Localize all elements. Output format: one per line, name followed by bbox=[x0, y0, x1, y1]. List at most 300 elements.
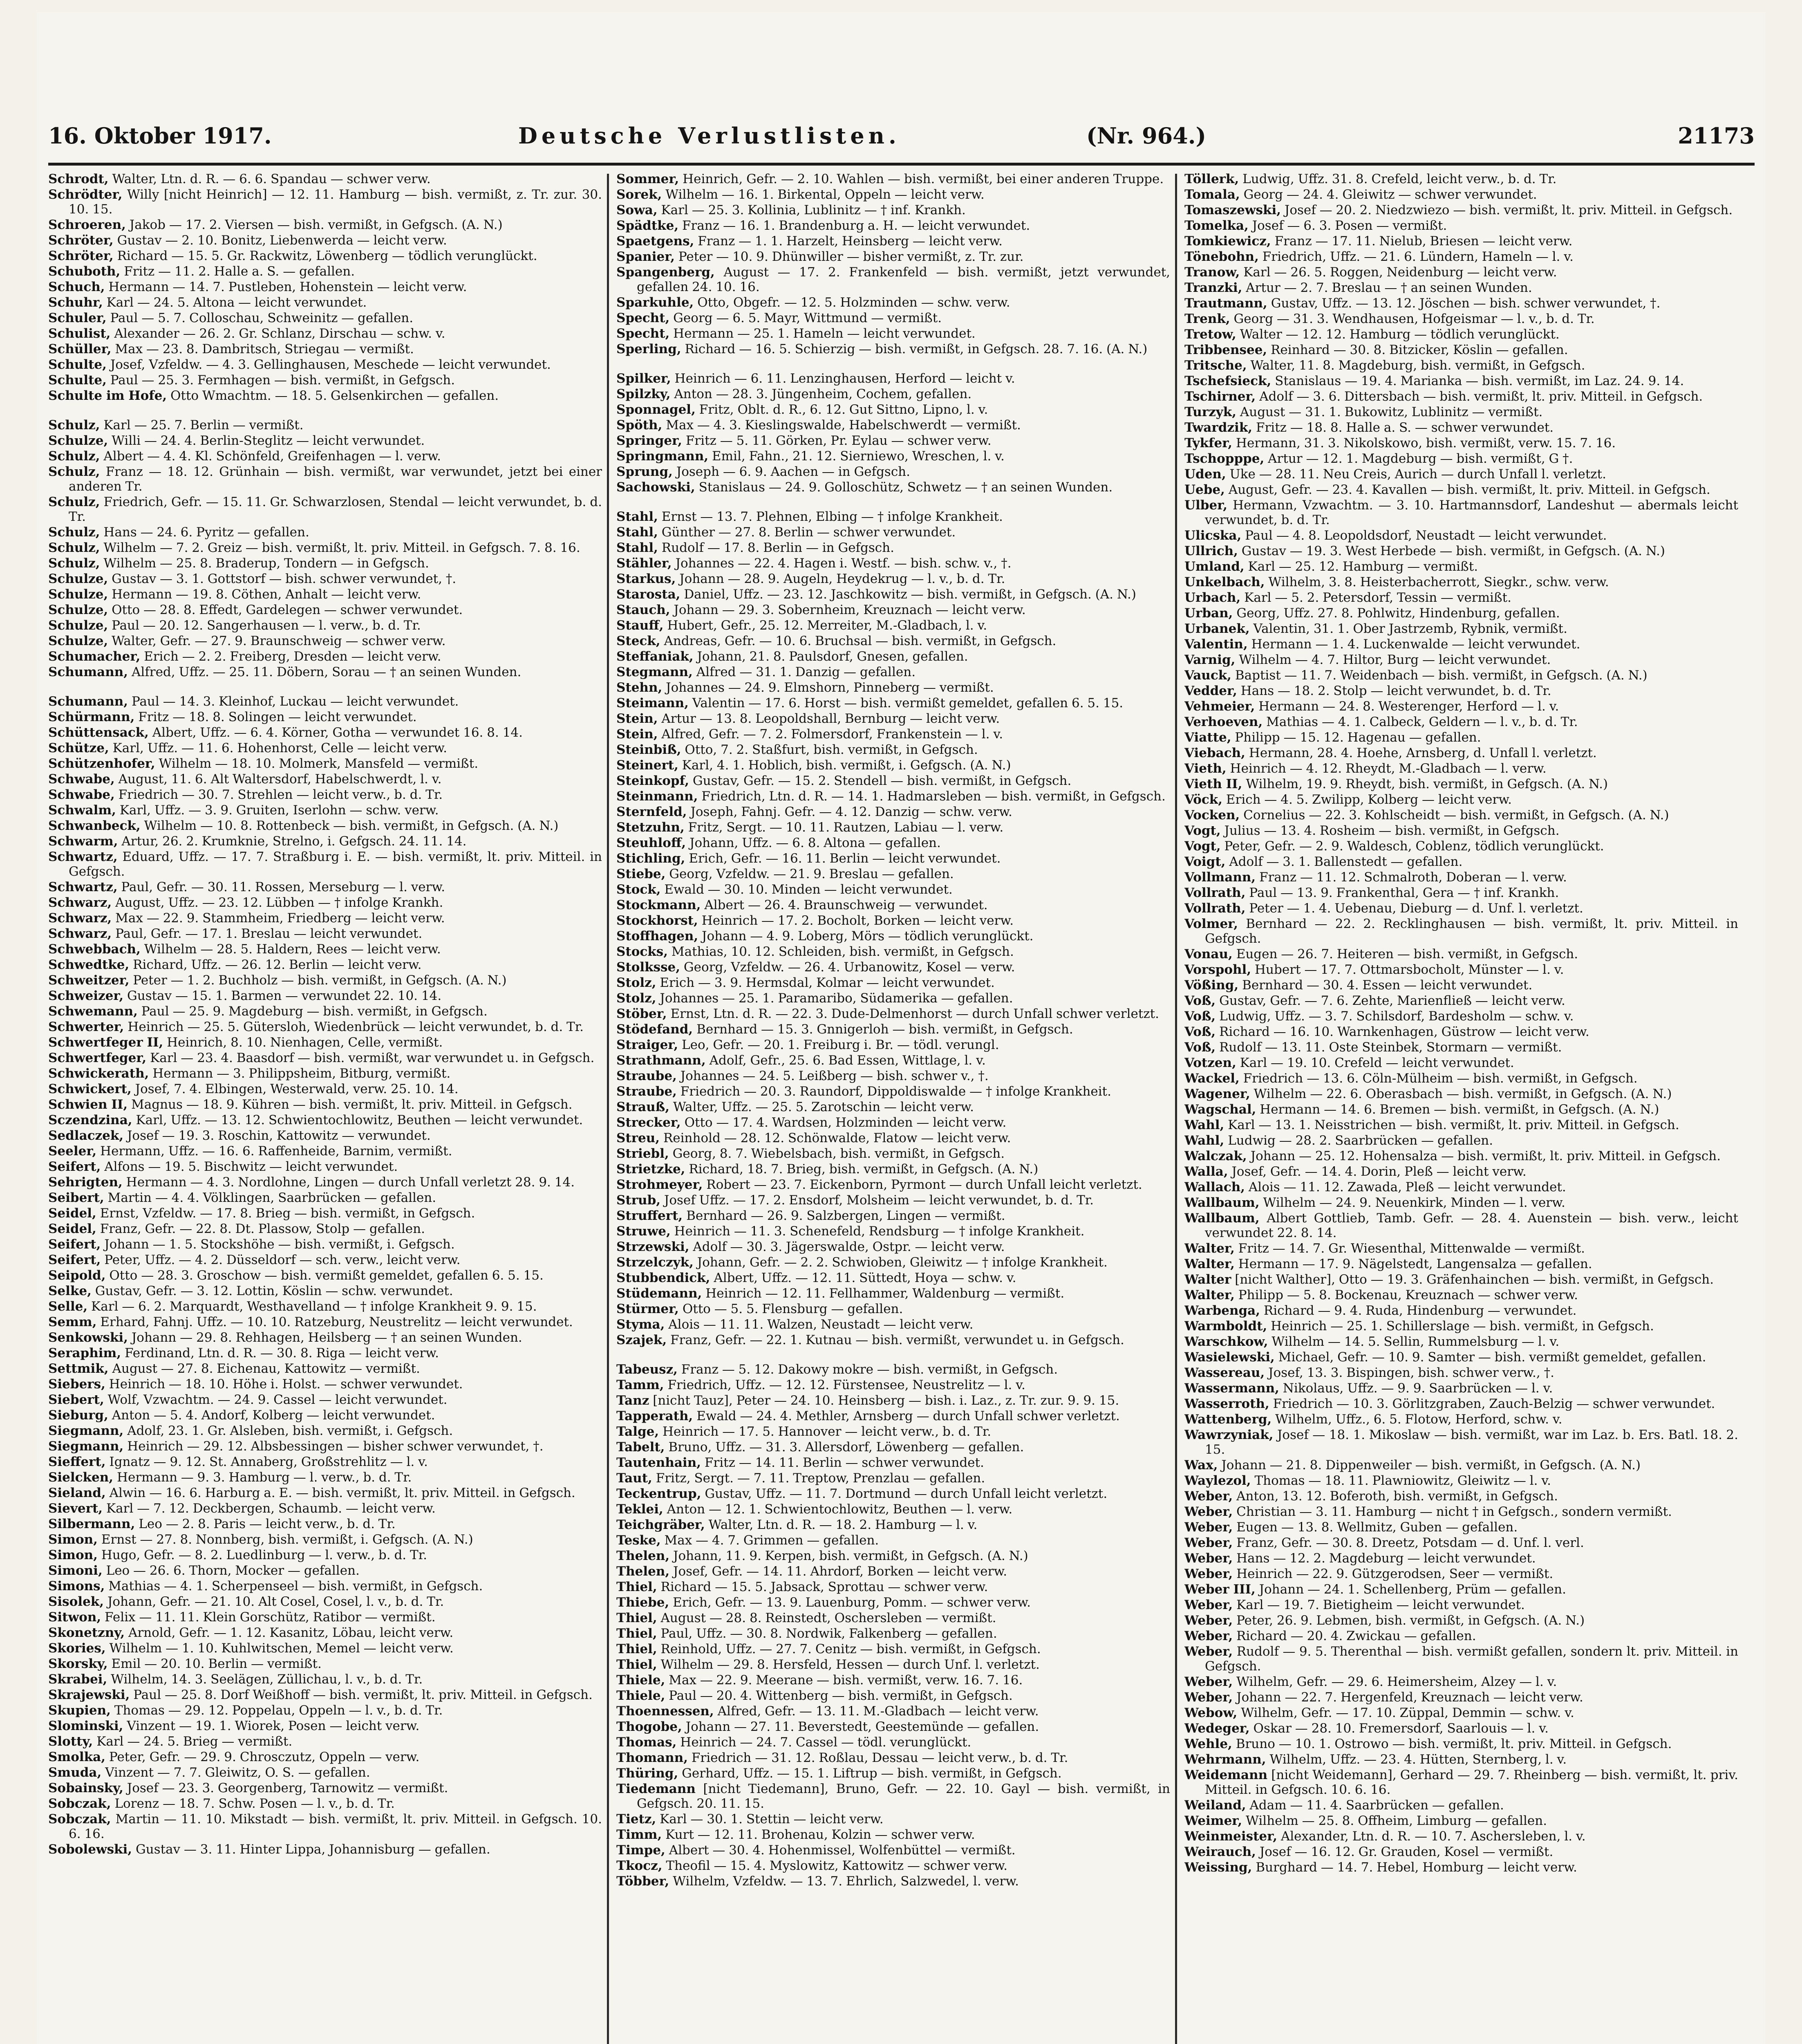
soldier-name: Thomas, bbox=[616, 1735, 677, 1750]
casualty-entry bbox=[1184, 1582, 1738, 1597]
soldier-name: Starkus, bbox=[616, 572, 676, 586]
entry-details: Peter — 1. 2. Buchholz — bish. vermißt, in Gefgsch. (A. N.) bbox=[133, 973, 507, 988]
entry-details: Friedrich — 10. 3. Görlitzgraben, Zauch-Belzig — schwer verwundet. bbox=[1273, 1396, 1715, 1411]
casualty-entry bbox=[1184, 1009, 1738, 1024]
soldier-name: Simoni, bbox=[48, 1563, 103, 1578]
entry-details: Johann, Uffz. — 6. 8. Altona — gefallen. bbox=[689, 836, 941, 850]
casualty-entry bbox=[1184, 1737, 1738, 1751]
soldier-name: Weber, bbox=[1184, 1535, 1233, 1550]
soldier-name: Schwarz, bbox=[48, 895, 112, 910]
soldier-name: Schroeren, bbox=[48, 217, 126, 232]
casualty-entry bbox=[48, 1051, 602, 1065]
soldier-name: Vauck, bbox=[1184, 668, 1231, 683]
entry-details: Vinzent — 7. 7. Gleiwitz, O. S. — gefallen. bbox=[105, 1765, 370, 1780]
entry-details: Johannes — 24. 5. Leißberg — bish. schwer v., †. bbox=[680, 1069, 989, 1083]
casualty-entry bbox=[48, 1501, 602, 1516]
casualty-entry bbox=[616, 1084, 1170, 1099]
casualty-entry bbox=[1184, 901, 1738, 916]
casualty-entry bbox=[616, 758, 1170, 773]
entry-details: Friedrich — 13. 6. Cöln-Mülheim — bish. vermißt, in Gefgsch. bbox=[1243, 1071, 1638, 1086]
casualty-entry bbox=[48, 1579, 602, 1594]
soldier-name: Thüring, bbox=[616, 1766, 678, 1781]
entry-details: Wilhelm, Gefr. — 29. 6. Heimersheim, Alzey — l. v. bbox=[1236, 1674, 1557, 1689]
casualty-entry bbox=[616, 1393, 1170, 1408]
casualty-entry bbox=[48, 1330, 602, 1345]
soldier-name: Strub, bbox=[616, 1193, 661, 1208]
soldier-name: Taut, bbox=[616, 1471, 652, 1486]
casualty-entry bbox=[1184, 947, 1738, 961]
entry-details: August — 28. 8. Reinstedt, Oschersleben — vermißt. bbox=[660, 1611, 996, 1625]
soldier-name: Warmboldt, bbox=[1184, 1319, 1267, 1334]
casualty-entry bbox=[616, 1146, 1170, 1161]
entry-details: Franz — 16. 1. Brandenburg a. H. — leicht verwundet. bbox=[682, 218, 1030, 233]
entry-details: Mathias, 10. 12. Schleiden, bish. vermißt, in Gefgsch. bbox=[671, 944, 1014, 959]
casualty-entry bbox=[616, 295, 1170, 310]
casualty-entry bbox=[48, 1781, 602, 1795]
soldier-name: Weber, bbox=[1184, 1690, 1233, 1705]
entry-details: Friedrich — 20. 3. Raundorf, Dippoldiswalde — † infolge Krankheit. bbox=[680, 1084, 1111, 1099]
soldier-name: Töllerk, bbox=[1184, 172, 1239, 186]
casualty-entry bbox=[48, 1765, 602, 1780]
casualty-entry bbox=[1184, 1024, 1738, 1039]
soldier-name: Spilker, bbox=[616, 371, 671, 386]
casualty-entry bbox=[48, 988, 602, 1003]
casualty-entry bbox=[616, 1162, 1170, 1177]
entry-details: [nicht Walther], Otto — 19. 3. Gräfenhainchen — bish. vermißt, in Gefgsch. bbox=[1235, 1272, 1714, 1287]
casualty-entry bbox=[48, 1548, 602, 1562]
entry-details: Johann, Gefr. — 21. 10. Alt Cosel, Cosel, l. v., b. d. Tr. bbox=[107, 1594, 444, 1609]
casualty-entry bbox=[48, 1113, 602, 1127]
entry-details: Philipp — 15. 12. Hagenau — gefallen. bbox=[1235, 730, 1481, 745]
entry-details: Ernst, Ltn. d. R. — 22. 3. Dude-Delmenhorst — durch Unfall schwer verletzt. bbox=[670, 1006, 1159, 1021]
casualty-entry bbox=[616, 1424, 1170, 1439]
soldier-name: Seifert, bbox=[48, 1253, 101, 1267]
casualty-entry bbox=[616, 1022, 1170, 1037]
entry-details: Eugen — 26. 7. Heiteren — bish. vermißt, in Gefgsch. bbox=[1236, 947, 1578, 961]
entry-details: Kurt — 12. 11. Brohenau, Kolzin — schwer verw. bbox=[665, 1827, 975, 1842]
casualty-entry bbox=[1184, 1288, 1738, 1302]
casualty-entry bbox=[1184, 652, 1738, 667]
casualty-entry bbox=[48, 1408, 602, 1423]
casualty-entry bbox=[1184, 1102, 1738, 1117]
entry-details: Thomas — 29. 12. Poppelau, Oppeln — l. v., b. d. Tr. bbox=[114, 1703, 443, 1718]
entry-details: Hermann — 17. 9. Nägelstedt, Langensalza — gefallen. bbox=[1238, 1257, 1592, 1271]
casualty-entry bbox=[1184, 1504, 1738, 1519]
casualty-entry bbox=[1184, 575, 1738, 589]
soldier-name: Wasielewski, bbox=[1184, 1350, 1275, 1365]
entry-details: Adolf — 3. 1. Ballenstedt — gefallen. bbox=[1229, 854, 1463, 869]
soldier-name: Thoennessen, bbox=[616, 1704, 714, 1719]
entry-details: Rudolf — 13. 11. Oste Steinbek, Stormarn — vermißt. bbox=[1219, 1040, 1562, 1055]
entry-details: Hermann — 3. Philippsheim, Bitburg, vermißt. bbox=[152, 1066, 451, 1081]
soldier-name: Weiland, bbox=[1184, 1798, 1246, 1813]
soldier-name: Stein, bbox=[616, 711, 658, 726]
soldier-name: Schulist, bbox=[48, 326, 111, 341]
casualty-entry bbox=[616, 1255, 1170, 1270]
casualty-entry bbox=[1184, 343, 1738, 357]
soldier-name: Schützenhofer, bbox=[48, 756, 155, 771]
soldier-name: Schulte, bbox=[48, 373, 107, 388]
soldier-name: Slominski, bbox=[48, 1719, 123, 1733]
entry-details: Georg — 6. 5. Mayr, Wittmund — vermißt. bbox=[673, 311, 942, 325]
casualty-entry bbox=[1184, 1272, 1738, 1287]
entry-details: Walter — 12. 12. Hamburg — tödlich verunglückt. bbox=[1240, 327, 1560, 342]
casualty-entry bbox=[1184, 1458, 1738, 1472]
entry-details: Friedrich, Ltn. d. R. — 14. 1. Hadmarsleben — bish. vermißt, in Gefgsch. bbox=[701, 789, 1166, 804]
soldier-name: Schwabe, bbox=[48, 787, 115, 802]
casualty-entry bbox=[1184, 621, 1738, 636]
soldier-name: Stolz, bbox=[616, 975, 656, 990]
casualty-entry bbox=[48, 418, 602, 433]
soldier-name: Sieburg, bbox=[48, 1408, 108, 1423]
soldier-name: Simon, bbox=[48, 1548, 98, 1562]
soldier-name: Schulz, bbox=[48, 540, 100, 555]
casualty-entry bbox=[616, 1766, 1170, 1781]
soldier-name: Schumann, bbox=[48, 665, 128, 679]
casualty-entry bbox=[48, 217, 602, 232]
entry-details: Richard — 15. 5. Jabsack, Sprottau — schwer verw. bbox=[660, 1580, 988, 1594]
soldier-name: Spaetgens, bbox=[616, 234, 694, 249]
casualty-entry bbox=[1184, 1118, 1738, 1132]
casualty-entry bbox=[1184, 606, 1738, 621]
entry-details: Vinzent — 19. 1. Wiorek, Posen — leicht verw. bbox=[127, 1719, 420, 1733]
soldier-name: Wawrzyniak, bbox=[1184, 1428, 1274, 1442]
soldier-name: Tomkiewicz, bbox=[1184, 234, 1271, 249]
casualty-entry bbox=[616, 1409, 1170, 1423]
entry-details: Wolf, Vzwachtm. — 24. 9. Cassel — leicht verwundet. bbox=[107, 1392, 448, 1407]
entry-details: Franz — 17. 11. Nielub, Briesen — leicht verw. bbox=[1274, 234, 1573, 249]
casualty-entry bbox=[48, 172, 602, 186]
soldier-name: Ulber, bbox=[1184, 498, 1228, 513]
entry-details: Karl — 19. 10. Crefeld — leicht verwundet. bbox=[1240, 1056, 1514, 1070]
casualty-column-1 bbox=[48, 172, 602, 2044]
entry-details: Gustav, Gefr. — 3. 12. Lottin, Köslin — schw. verwundet. bbox=[95, 1284, 453, 1298]
entry-details: Walter, Gefr. — 27. 9. Braunschweig — schwer verw. bbox=[112, 634, 446, 648]
soldier-name: Springer, bbox=[616, 433, 682, 448]
soldier-name: Ulicska, bbox=[1184, 528, 1242, 543]
entry-details: Gustav, Uffz. — 11. 7. Dortmund — durch Unfall leicht verletzt. bbox=[705, 1486, 1108, 1501]
soldier-name: Siegmann, bbox=[48, 1423, 124, 1438]
casualty-entry bbox=[48, 756, 602, 771]
soldier-name: Voß, bbox=[1184, 1009, 1216, 1024]
entry-details: Franz, Gefr. — 22. 1. Kutnau — bish. vermißt, verwundet u. in Gefgsch. bbox=[670, 1333, 1124, 1347]
entry-details: Albert — 4. 4. Kl. Schönfeld, Greifenhagen — l. verw. bbox=[103, 449, 441, 464]
soldier-name: Tykfer, bbox=[1184, 436, 1233, 450]
entry-details: Wilhelm — 16. 1. Birkental, Oppeln — leicht verw. bbox=[665, 187, 985, 202]
entry-details: Ignatz — 9. 12. St. Annaberg, Großstrehlitz — l. v. bbox=[109, 1455, 428, 1469]
casualty-entry bbox=[616, 326, 1170, 341]
entry-details: Günther — 27. 8. Berlin — schwer verwundet. bbox=[661, 525, 956, 540]
entry-details: Albert, Uffz. — 6. 4. Körner, Gotha — verwundet 16. 8. 14. bbox=[152, 725, 523, 740]
soldier-name: Schulze, bbox=[48, 634, 108, 648]
casualty-entry bbox=[616, 944, 1170, 959]
casualty-entry bbox=[1184, 1598, 1738, 1612]
casualty-entry bbox=[48, 1532, 602, 1547]
casualty-entry bbox=[616, 1549, 1170, 1563]
casualty-entry bbox=[48, 1035, 602, 1050]
soldier-name: Siegmann, bbox=[48, 1439, 124, 1454]
casualty-entry bbox=[616, 649, 1170, 664]
soldier-name: Sedlaczek, bbox=[48, 1128, 124, 1143]
entry-details: Willi — 24. 4. Berlin-Steglitz — leicht verwundet. bbox=[112, 433, 425, 448]
entry-details: Heinrich — 25. 1. Schillerslage — bish. vermißt, in Gefgsch. bbox=[1271, 1319, 1654, 1334]
casualty-entry bbox=[616, 1471, 1170, 1486]
entry-details: Heinrich — 17. 2. Bocholt, Borken — leicht verw. bbox=[701, 913, 1014, 928]
entry-details: Richard — 15. 5. Gr. Rackwitz, Löwenberg — tödlich verunglückt. bbox=[117, 249, 537, 263]
soldier-name: Schulz, bbox=[48, 464, 100, 479]
entry-details: Valentin — 17. 6. Horst — bish. vermißt gemeldet, gefallen 6. 5. 15. bbox=[692, 696, 1124, 710]
casualty-entry bbox=[616, 203, 1170, 217]
entry-details: Peter, Gefr. — 29. 9. Chrosczutz, Oppeln — verw. bbox=[109, 1750, 420, 1764]
soldier-name: Warbenga, bbox=[1184, 1303, 1260, 1318]
casualty-entry bbox=[1184, 544, 1738, 558]
casualty-entry bbox=[1184, 1489, 1738, 1504]
soldier-name: Sielcken, bbox=[48, 1470, 114, 1485]
casualty-entry bbox=[616, 572, 1170, 586]
casualty-entry bbox=[616, 1131, 1170, 1145]
soldier-name: Spangenberg, bbox=[616, 265, 715, 280]
casualty-entry bbox=[616, 1642, 1170, 1656]
casualty-entry bbox=[1184, 870, 1738, 885]
soldier-name: Stubbendick, bbox=[616, 1271, 710, 1285]
casualty-entry bbox=[48, 556, 602, 571]
entry-details: Karl — 24. 5. Brieg — vermißt. bbox=[96, 1734, 293, 1749]
soldier-name: Schwedtke, bbox=[48, 957, 130, 972]
entry-details: Richard, Uffz. — 26. 12. Berlin — leicht verw. bbox=[133, 957, 422, 972]
soldier-name: Straiger, bbox=[616, 1038, 678, 1052]
entry-details: Peter — 1. 4. Uebenau, Dieburg — d. Unf. l. verletzt. bbox=[1249, 901, 1583, 916]
casualty-entry bbox=[48, 449, 602, 464]
casualty-entry bbox=[1184, 1567, 1738, 1581]
soldier-name: Seidel, bbox=[48, 1221, 96, 1236]
entry-details: Willy [nicht Heinrich] — 12. 11. Hamburg — bish. vermißt, z. Tr. zur. 30. 10. 15. bbox=[69, 187, 602, 217]
casualty-entry bbox=[1184, 1241, 1738, 1256]
soldier-name: Stehn, bbox=[616, 680, 663, 695]
casualty-entry bbox=[48, 357, 602, 372]
casualty-entry bbox=[48, 1812, 602, 1841]
soldier-name: Skrajewski, bbox=[48, 1688, 130, 1702]
soldier-name: Thiel, bbox=[616, 1642, 657, 1656]
soldier-name: Schwarz, bbox=[48, 911, 112, 926]
entry-details: Josef — 16. 12. Gr. Grauden, Kosel — vermißt. bbox=[1259, 1845, 1554, 1859]
entry-details: Heinrich — 24. 7. Cassel — tödl. verunglückt. bbox=[680, 1735, 972, 1750]
soldier-name: Sieland, bbox=[48, 1486, 106, 1500]
soldier-name: Walczak, bbox=[1184, 1149, 1247, 1163]
soldier-name: Steinkopf, bbox=[616, 773, 689, 788]
casualty-entry bbox=[616, 1843, 1170, 1858]
entry-details: Hermann, Uffz. — 16. 6. Raffenheide, Barnim, vermißt. bbox=[100, 1144, 452, 1159]
casualty-entry bbox=[1184, 498, 1738, 527]
casualty-entry bbox=[1184, 451, 1738, 466]
casualty-entry bbox=[48, 1563, 602, 1578]
casualty-entry bbox=[48, 295, 602, 310]
casualty-entry bbox=[616, 851, 1170, 866]
section-gap bbox=[48, 680, 602, 694]
entry-details: Franz, Gefr. — 22. 8. Dt. Plassow, Stolp — gefallen. bbox=[100, 1221, 425, 1236]
soldier-name: Schuhr, bbox=[48, 295, 103, 310]
casualty-entry bbox=[48, 694, 602, 709]
soldier-name: Skonetzny, bbox=[48, 1625, 125, 1640]
soldier-name: Seifert, bbox=[48, 1237, 101, 1252]
soldier-name: Sorek, bbox=[616, 187, 662, 202]
casualty-entry bbox=[616, 634, 1170, 648]
entry-details: Ludwig, Uffz. 31. 8. Crefeld, leicht verw., b. d. Tr. bbox=[1242, 172, 1557, 186]
soldier-name: Voß, bbox=[1184, 1040, 1216, 1055]
entry-details: Mathias — 4. 1. Scherpenseel — bish. vermißt, in Gefgsch. bbox=[108, 1579, 483, 1594]
soldier-name: Straube, bbox=[616, 1069, 677, 1083]
casualty-entry bbox=[48, 1486, 602, 1500]
casualty-entry bbox=[616, 1006, 1170, 1021]
entry-details: Reinhold, Uffz. — 27. 7. Cenitz — bish. vermißt, in Gefgsch. bbox=[660, 1642, 1041, 1656]
entry-details: Heinrich, Gefr. — 2. 10. Wahlen — bish. vermißt, bei einer anderen Truppe. bbox=[683, 172, 1164, 186]
entry-details: Franz — 5. 12. Dakowy mokre — bish. vermißt, in Gefgsch. bbox=[681, 1362, 1058, 1377]
soldier-name: Sczendzina, bbox=[48, 1113, 132, 1127]
entry-details: August, Uffz. — 23. 12. Lübben — † infolge Krankh. bbox=[115, 895, 443, 910]
soldier-name: Weber III, bbox=[1184, 1582, 1256, 1597]
soldier-name: Sobainsky, bbox=[48, 1781, 123, 1795]
entry-details: Peter — 10. 9. Dhünwiller — bisher vermißt, z. Tr. zur. bbox=[678, 249, 1024, 264]
casualty-entry bbox=[48, 1594, 602, 1609]
casualty-entry bbox=[48, 1439, 602, 1454]
entry-details: Martin — 4. 4. Völklingen, Saarbrücken — gefallen. bbox=[107, 1190, 437, 1205]
soldier-name: Schwerter, bbox=[48, 1020, 124, 1034]
casualty-entry bbox=[616, 1069, 1170, 1083]
entry-details: Wilhelm — 25. 8. Offheim, Limburg — gefallen. bbox=[1246, 1813, 1547, 1828]
soldier-name: Stetzuhn, bbox=[616, 820, 685, 835]
soldier-name: Seidel, bbox=[48, 1206, 96, 1221]
casualty-entry bbox=[1184, 808, 1738, 823]
entry-details: Fritz — 11. 2. Halle a. S. — gefallen. bbox=[124, 264, 355, 279]
soldier-name: Walter, bbox=[1184, 1257, 1235, 1271]
casualty-entry bbox=[616, 1038, 1170, 1052]
entry-details: Gustav, Gefr. — 7. 6. Zehte, Marienfließ — leicht verw. bbox=[1219, 993, 1565, 1008]
entry-details: Josef, Vzfeldw. — 4. 3. Gellinghausen, Meschede — leicht verwundet. bbox=[110, 357, 551, 372]
entry-details: Hermann — 4. 3. Nordlohne, Lingen — durch Unfall verletzt 28. 9. 14. bbox=[126, 1175, 575, 1190]
casualty-entry bbox=[1184, 1473, 1738, 1488]
soldier-name: Sternfeld, bbox=[616, 805, 687, 819]
soldier-name: Tietz, bbox=[616, 1812, 656, 1827]
entry-details: August, 11. 6. Alt Waltersdorf, Habelschwerdt, l. v. bbox=[118, 772, 442, 787]
soldier-name: Wagener, bbox=[1184, 1087, 1250, 1101]
casualty-entry bbox=[1184, 203, 1738, 217]
entry-details: Artur, 26. 2. Krumknie, Strelno, i. Gefgsch. 24. 11. 14. bbox=[121, 834, 467, 849]
soldier-name: Vollrath, bbox=[1184, 885, 1246, 900]
casualty-entry bbox=[48, 264, 602, 279]
casualty-entry bbox=[1184, 187, 1738, 202]
casualty-entry bbox=[1184, 1133, 1738, 1148]
soldier-name: Schrödter, bbox=[48, 187, 123, 202]
casualty-entry bbox=[616, 1580, 1170, 1594]
casualty-entry bbox=[48, 587, 602, 602]
soldier-name: Smuda, bbox=[48, 1765, 102, 1780]
soldier-name: Umland, bbox=[1184, 559, 1245, 574]
entry-details: Artur — 12. 1. Magdeburg — bish. vermißt, G †. bbox=[1268, 451, 1573, 466]
casualty-entry bbox=[616, 696, 1170, 710]
soldier-name: Viatte, bbox=[1184, 730, 1231, 745]
soldier-name: Tamm, bbox=[616, 1378, 664, 1392]
soldier-name: Weidemann bbox=[1184, 1768, 1268, 1782]
entry-details: Joseph — 6. 9. Aachen — in Gefgsch. bbox=[676, 464, 911, 479]
casualty-entry bbox=[1184, 854, 1738, 869]
soldier-name: Wackel, bbox=[1184, 1071, 1240, 1086]
page-header bbox=[48, 119, 1755, 164]
soldier-name: Stichling, bbox=[616, 851, 685, 866]
casualty-entry bbox=[48, 665, 602, 679]
soldier-name: Wassermann, bbox=[1184, 1381, 1279, 1396]
soldier-name: Spöth, bbox=[616, 418, 663, 433]
entry-details: Gustav — 3. 1. Gottstorf — bish. schwer verwundet, †. bbox=[112, 572, 457, 586]
soldier-name: Votzen, bbox=[1184, 1056, 1236, 1070]
soldier-name: Thiebe, bbox=[616, 1595, 669, 1610]
soldier-name: Wedeger, bbox=[1184, 1721, 1250, 1736]
soldier-name: Tomelka, bbox=[1184, 218, 1249, 233]
section-gap bbox=[48, 404, 602, 418]
soldier-name: Vogt, bbox=[1184, 823, 1221, 838]
entry-details: Leo — 26. 6. Thorn, Mocker — gefallen. bbox=[106, 1563, 360, 1578]
casualty-entry bbox=[48, 1190, 602, 1205]
casualty-entry bbox=[1184, 234, 1738, 249]
casualty-entry bbox=[1184, 699, 1738, 714]
casualty-entry bbox=[48, 818, 602, 833]
soldier-name: Warschkow, bbox=[1184, 1334, 1268, 1349]
soldier-name: Schwalm, bbox=[48, 803, 116, 818]
soldier-name: Sperling, bbox=[616, 342, 681, 356]
casualty-entry bbox=[616, 556, 1170, 571]
soldier-name: Schröter, bbox=[48, 249, 114, 263]
soldier-name: Verhoeven, bbox=[1184, 715, 1263, 729]
soldier-name: Voß, bbox=[1184, 993, 1216, 1008]
casualty-entry bbox=[616, 1688, 1170, 1703]
soldier-name: Strecker, bbox=[616, 1115, 681, 1130]
soldier-name: Semm, bbox=[48, 1315, 97, 1329]
soldier-name: Stolksse, bbox=[616, 960, 681, 975]
entry-details: August, Gefr. — 23. 4. Kavallen — bish. vermißt, lt. priv. Mitteil. in Gefgsch. bbox=[1228, 482, 1710, 497]
soldier-name: Thelen, bbox=[616, 1564, 670, 1579]
soldier-name: Voigt, bbox=[1184, 854, 1226, 869]
entry-details: Erich, Gefr. — 13. 9. Lauenburg, Pomm. — schwer verw. bbox=[673, 1595, 1031, 1610]
casualty-column-2 bbox=[616, 172, 1170, 2044]
soldier-name: Timpe, bbox=[616, 1843, 665, 1858]
soldier-name: Wattenberg, bbox=[1184, 1412, 1272, 1427]
entry-details: Hubert — 17. 7. Ottmarsbocholt, Münster — l. v. bbox=[1255, 962, 1564, 977]
soldier-name: Seibert, bbox=[48, 1190, 104, 1205]
entry-details: Wilhelm — 24. 9. Neuenkirk, Minden — l. verw. bbox=[1263, 1195, 1565, 1210]
soldier-name: Specht, bbox=[616, 326, 670, 341]
soldier-name: Sobolewski, bbox=[48, 1842, 132, 1857]
soldier-name: Schwemann, bbox=[48, 1004, 138, 1019]
entry-details: Franz, Gefr. — 30. 8. Dreetz, Potsdam — d. Unf. l. verl. bbox=[1236, 1535, 1584, 1550]
soldier-name: Vollmann, bbox=[1184, 870, 1256, 885]
entry-details: Karl — 25. 7. Berlin — vermißt. bbox=[103, 418, 304, 433]
casualty-entry bbox=[616, 342, 1170, 356]
soldier-name: Wahl, bbox=[1184, 1118, 1224, 1132]
soldier-name: Sisolek, bbox=[48, 1594, 104, 1609]
entry-details: Richard — 9. 4. Ruda, Hindenburg — verwundet. bbox=[1263, 1303, 1577, 1318]
entry-details: Johannes — 24. 9. Elmshorn, Pinneberg — vermißt. bbox=[666, 680, 994, 695]
soldier-name: Teske, bbox=[616, 1533, 661, 1548]
casualty-entry bbox=[1184, 1365, 1738, 1380]
soldier-name: Stürmer, bbox=[616, 1302, 679, 1316]
casualty-entry bbox=[48, 1719, 602, 1733]
soldier-name: Steinbiß, bbox=[616, 742, 681, 757]
column-divider bbox=[607, 174, 609, 2044]
entry-details: Wilhelm — 10. 8. Rottenbeck — bish. vermißt, in Gefgsch. (A. N.) bbox=[144, 818, 559, 833]
entry-details: Gustav — 15. 1. Barmen — verwundet 22. 10. 14. bbox=[127, 988, 442, 1003]
entry-details: Fritz — 18. 8. Halle a. S. — schwer verwundet. bbox=[1256, 420, 1554, 435]
casualty-entry bbox=[616, 1378, 1170, 1392]
soldier-name: Teckentrup, bbox=[616, 1486, 701, 1501]
casualty-entry bbox=[616, 867, 1170, 881]
